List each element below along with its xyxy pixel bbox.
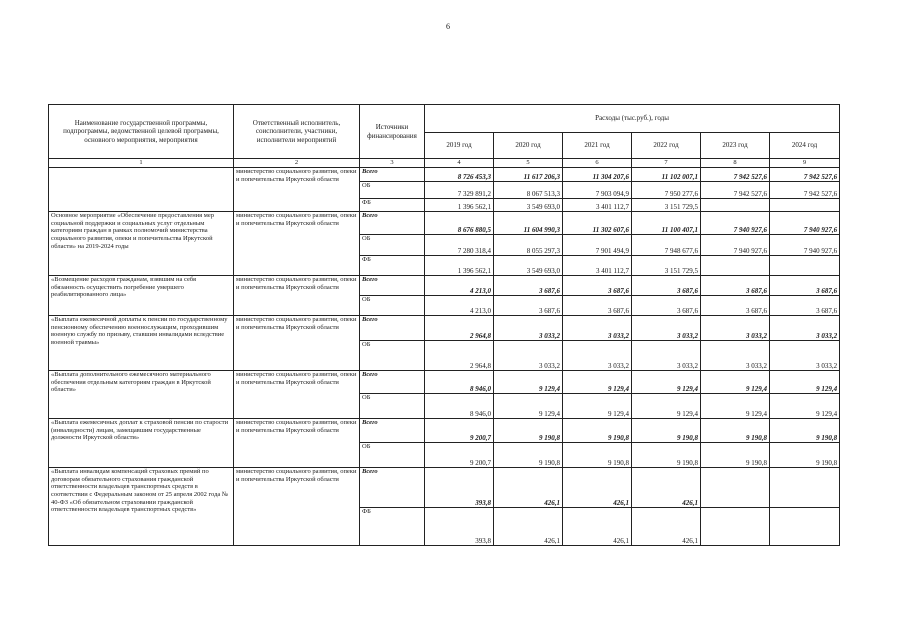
expense-value-cell: 11 302 607,6 xyxy=(563,212,632,235)
expense-value-cell: 1 396 562,1 xyxy=(425,199,494,212)
program-name-cell: «Выплата ежемесячной доплаты к пенсии по государственному пенсионному обеспечению военнослужащим, проходившим военную службу по призыву, ставшим инвалидами вследствие военной травмы» xyxy=(49,316,234,371)
expense-value-cell: 7 942 527,6 xyxy=(701,182,770,199)
expense-value-cell: 4 213,0 xyxy=(425,296,494,316)
expense-value-cell: 3 687,6 xyxy=(770,296,840,316)
table-row xyxy=(49,419,840,443)
expense-value-cell: 9 190,8 xyxy=(632,443,701,468)
funding-source-cell: ФБ xyxy=(360,199,425,212)
expense-value-cell: 9 129,4 xyxy=(701,371,770,394)
expense-value-cell: 3 687,6 xyxy=(563,296,632,316)
expense-value-cell: 3 151 729,5 xyxy=(632,256,701,276)
funding-source-cell: Всего xyxy=(360,371,425,394)
program-name-cell: Основное мероприятие «Обеспечение предоставления мер социальной поддержки и социальных услуг отдельным категориям граждан в рамках полномочий министерства социального развития, опеки и попечительства Иркутской области» на 2019-2024 годы xyxy=(49,212,234,276)
funding-source-cell: ФБ xyxy=(360,256,425,276)
col-number: 2 xyxy=(234,159,360,168)
table-row xyxy=(49,168,840,182)
year-2019: 2019 год xyxy=(425,133,494,159)
program-name-cell: «Выплата инвалидам компенсаций страховых премий по договорам обязательного страхования гражданской ответственности владельцев транспортных средств в соответствии с Федеральным законом от 25 апреля 2002 года № 40-ФЗ «Об обязательном страховании гражданской ответственности владельцев транспортных средств» xyxy=(49,468,234,546)
expense-value-cell: 3 033,2 xyxy=(563,341,632,371)
expense-value-cell: 8 946,0 xyxy=(425,394,494,419)
expense-value-cell: 4 213,0 xyxy=(425,276,494,296)
table-body xyxy=(49,168,840,546)
year-2021: 2021 год xyxy=(563,133,632,159)
expense-value-cell: 11 102 007,1 xyxy=(632,168,701,182)
expense-value-cell: 3 687,6 xyxy=(494,276,563,296)
expense-value-cell: 9 129,4 xyxy=(770,394,840,419)
year-2022: 2022 год xyxy=(632,133,701,159)
expense-value-cell: 7 942 527,6 xyxy=(701,168,770,182)
executor-cell: министерство социального развития, опеки и попечительства Иркутской области xyxy=(234,316,360,371)
funding-source-cell: Всего xyxy=(360,468,425,508)
expense-value-cell: 3 549 693,0 xyxy=(494,199,563,212)
expense-value-cell: 7 948 677,6 xyxy=(632,235,701,256)
program-name-cell: «Возмещение расходов гражданам, взявшим на себя обязанность осуществить погребение умершего реабилитированного лица» xyxy=(49,276,234,316)
expense-value-cell xyxy=(770,468,840,508)
col-number: 1 xyxy=(49,159,234,168)
page-number: 6 xyxy=(446,22,450,31)
expense-value-cell: 393,8 xyxy=(425,508,494,546)
expense-value-cell: 3 687,6 xyxy=(701,276,770,296)
expense-value-cell: 426,1 xyxy=(494,468,563,508)
column-number-row xyxy=(49,159,840,168)
expense-value-cell: 11 100 407,1 xyxy=(632,212,701,235)
expense-value-cell: 1 396 562,1 xyxy=(425,256,494,276)
expense-value-cell: 9 190,8 xyxy=(701,443,770,468)
expense-value-cell xyxy=(701,468,770,508)
expense-value-cell: 7 329 891,2 xyxy=(425,182,494,199)
funding-source-cell: ФБ xyxy=(360,508,425,546)
expense-value-cell: 9 190,8 xyxy=(770,443,840,468)
col-number: 5 xyxy=(494,159,563,168)
expense-value-cell: 7 901 494,9 xyxy=(563,235,632,256)
expense-value-cell: 3 033,2 xyxy=(494,316,563,341)
header-executor: Ответственный исполнитель, соисполнители, участники, исполнители мероприятий xyxy=(234,105,360,159)
expense-value-cell: 9 200,7 xyxy=(425,443,494,468)
expense-value-cell: 8 676 880,5 xyxy=(425,212,494,235)
expense-value-cell: 426,1 xyxy=(632,468,701,508)
program-name-cell: «Выплата дополнительного ежемесячного материального обеспечения отдельным категориям граждан в Иркутской области» xyxy=(49,371,234,419)
expense-value-cell: 3 033,2 xyxy=(494,341,563,371)
expense-value-cell: 9 129,4 xyxy=(563,394,632,419)
expense-value-cell: 9 200,7 xyxy=(425,419,494,443)
expense-value-cell xyxy=(770,199,840,212)
col-number: 6 xyxy=(563,159,632,168)
expense-value-cell: 7 940 927,6 xyxy=(770,235,840,256)
funding-source-cell: ОБ xyxy=(360,394,425,419)
expense-value-cell: 7 903 094,9 xyxy=(563,182,632,199)
expense-value-cell: 3 033,2 xyxy=(701,316,770,341)
expense-value-cell: 3 033,2 xyxy=(770,341,840,371)
expense-value-cell: 8 726 453,3 xyxy=(425,168,494,182)
expense-value-cell: 8 067 513,3 xyxy=(494,182,563,199)
expense-value-cell xyxy=(770,508,840,546)
funding-source-cell: ОБ xyxy=(360,443,425,468)
expense-value-cell: 2 964,8 xyxy=(425,341,494,371)
expense-value-cell: 3 687,6 xyxy=(632,296,701,316)
year-2020: 2020 год xyxy=(494,133,563,159)
header-name: Наименование государственной программы, подпрограммы, ведомственной целевой программы, основного мероприятия, мероприятия xyxy=(49,105,234,159)
table-row xyxy=(49,371,840,394)
funding-source-cell: Всего xyxy=(360,419,425,443)
expense-value-cell: 3 549 693,0 xyxy=(494,256,563,276)
funding-source-cell: ОБ xyxy=(360,235,425,256)
expense-value-cell: 9 190,8 xyxy=(701,419,770,443)
expense-value-cell xyxy=(701,256,770,276)
expense-value-cell: 3 033,2 xyxy=(770,316,840,341)
expense-value-cell: 3 687,6 xyxy=(770,276,840,296)
year-2023: 2023 год xyxy=(701,133,770,159)
expense-value-cell: 9 129,4 xyxy=(563,371,632,394)
expense-value-cell: 9 129,4 xyxy=(632,394,701,419)
program-name-cell: «Выплата ежемесячных доплат к страховой пенсии по старости (инвалидности) лицам, замещавшим государственные должности Иркутской области» xyxy=(49,419,234,468)
expense-value-cell: 9 129,4 xyxy=(494,371,563,394)
expense-value-cell: 9 129,4 xyxy=(494,394,563,419)
expense-value-cell: 3 033,2 xyxy=(701,341,770,371)
table-row xyxy=(49,468,840,508)
expense-value-cell: 3 033,2 xyxy=(563,316,632,341)
table-row xyxy=(49,212,840,235)
executor-cell: министерство социального развития, опеки и попечительства Иркутской области xyxy=(234,168,360,212)
expense-value-cell xyxy=(701,508,770,546)
executor-cell: министерство социального развития, опеки и попечительства Иркутской области xyxy=(234,276,360,316)
funding-source-cell: ОБ xyxy=(360,341,425,371)
expense-value-cell: 7 940 927,6 xyxy=(701,212,770,235)
col-number: 9 xyxy=(770,159,840,168)
expense-value-cell: 393,8 xyxy=(425,468,494,508)
funding-source-cell: Всего xyxy=(360,168,425,182)
col-number: 7 xyxy=(632,159,701,168)
expense-value-cell: 426,1 xyxy=(563,508,632,546)
expense-value-cell: 9 129,4 xyxy=(632,371,701,394)
expense-value-cell: 3 033,2 xyxy=(632,341,701,371)
expense-value-cell: 7 280 318,4 xyxy=(425,235,494,256)
expense-value-cell: 426,1 xyxy=(632,508,701,546)
expense-value-cell: 3 033,2 xyxy=(632,316,701,341)
table-row xyxy=(49,316,840,341)
executor-cell: министерство социального развития, опеки и попечительства Иркутской области xyxy=(234,468,360,546)
expense-value-cell: 3 687,6 xyxy=(563,276,632,296)
budget-table xyxy=(48,104,840,546)
expense-value-cell: 7 942 527,6 xyxy=(770,168,840,182)
funding-source-cell: ОБ xyxy=(360,182,425,199)
expense-value-cell: 9 190,8 xyxy=(632,419,701,443)
expense-value-cell: 9 190,8 xyxy=(770,419,840,443)
expense-value-cell: 3 401 112,7 xyxy=(563,199,632,212)
expense-value-cell: 7 940 927,6 xyxy=(701,235,770,256)
funding-source-cell: Всего xyxy=(360,276,425,296)
expense-value-cell: 9 190,8 xyxy=(563,443,632,468)
expense-value-cell: 9 190,8 xyxy=(494,419,563,443)
expense-value-cell: 9 129,4 xyxy=(701,394,770,419)
expense-value-cell: 8 055 297,3 xyxy=(494,235,563,256)
expense-value-cell xyxy=(701,199,770,212)
expense-value-cell: 3 687,6 xyxy=(701,296,770,316)
expense-value-cell: 7 942 527,6 xyxy=(770,182,840,199)
col-number: 3 xyxy=(360,159,425,168)
expense-value-cell: 3 401 112,7 xyxy=(563,256,632,276)
expense-value-cell: 2 964,8 xyxy=(425,316,494,341)
expense-value-cell: 8 946,0 xyxy=(425,371,494,394)
funding-source-cell: Всего xyxy=(360,212,425,235)
expense-value-cell: 11 604 990,3 xyxy=(494,212,563,235)
expense-value-cell: 11 304 207,6 xyxy=(563,168,632,182)
funding-source-cell: Всего xyxy=(360,316,425,341)
expense-value-cell: 3 151 729,5 xyxy=(632,199,701,212)
expense-value-cell: 426,1 xyxy=(563,468,632,508)
expense-value-cell: 9 190,8 xyxy=(494,443,563,468)
expense-value-cell: 3 687,6 xyxy=(632,276,701,296)
expense-value-cell xyxy=(770,256,840,276)
expense-value-cell: 7 940 927,6 xyxy=(770,212,840,235)
executor-cell: министерство социального развития, опеки и попечительства Иркутской области xyxy=(234,371,360,419)
table-row xyxy=(49,276,840,296)
executor-cell: министерство социального развития, опеки и попечительства Иркутской области xyxy=(234,212,360,276)
header-expenses: Расходы (тыс.руб.), годы xyxy=(425,105,840,133)
expense-value-cell: 9 190,8 xyxy=(563,419,632,443)
expense-value-cell: 11 617 206,3 xyxy=(494,168,563,182)
expense-value-cell: 9 129,4 xyxy=(770,371,840,394)
program-name-cell xyxy=(49,168,234,212)
header-source: Источники финансирования xyxy=(360,105,425,159)
funding-source-cell: ОБ xyxy=(360,296,425,316)
executor-cell: министерство социального развития, опеки и попечительства Иркутской области xyxy=(234,419,360,468)
col-number: 8 xyxy=(701,159,770,168)
expense-value-cell: 3 687,6 xyxy=(494,296,563,316)
expense-value-cell: 426,1 xyxy=(494,508,563,546)
year-2024: 2024 год xyxy=(770,133,840,159)
col-number: 4 xyxy=(425,159,494,168)
expense-value-cell: 7 950 277,6 xyxy=(632,182,701,199)
